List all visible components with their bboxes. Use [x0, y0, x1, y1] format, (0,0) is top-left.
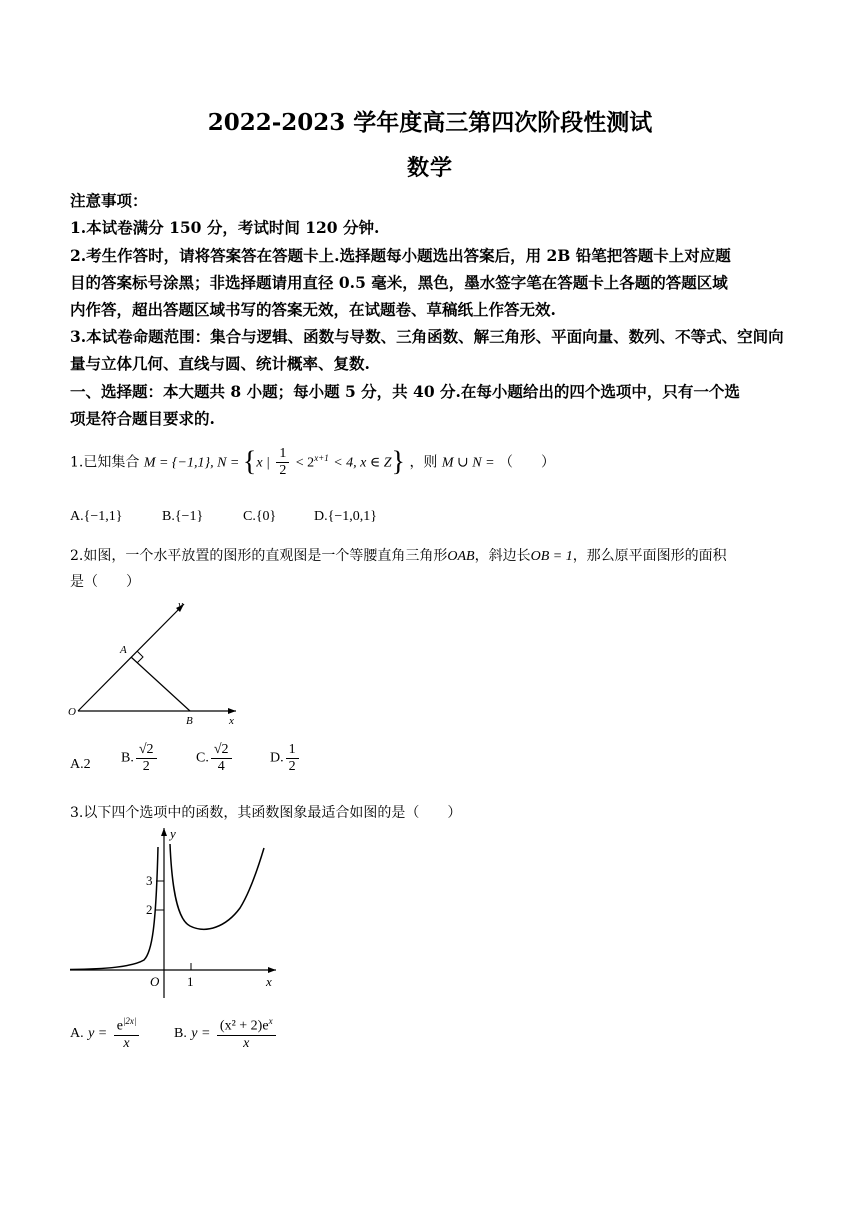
q2-option-b-prefix: B. — [121, 750, 134, 766]
q3-option-b-prefix: B. — [174, 1025, 187, 1041]
q2-label-y: y — [178, 599, 183, 611]
q3-option-b-fraction — [217, 1016, 276, 1052]
subject-title: 数学 — [406, 155, 453, 181]
q1-option-a: A.{−1,1} — [70, 509, 123, 524]
q2-option-b — [121, 742, 159, 775]
section-1-line-2: 项是符合题目要求的. — [70, 409, 215, 428]
q2-label-b: B — [186, 715, 193, 726]
q3-option-a-prefix: A. — [70, 1025, 84, 1041]
q1-cond-right: < 4, x ∈ Z — [333, 455, 392, 471]
q3-option-a-exp: |2x| — [122, 1016, 137, 1026]
q2-figure — [66, 596, 246, 726]
q2-option-d-den: 2 — [288, 759, 296, 775]
q1-exponent: x+1 — [314, 452, 329, 463]
q3-option-a-lhs: y = — [88, 1025, 108, 1041]
q2-option-c — [196, 742, 234, 775]
q2-option-a: A.2 — [70, 757, 91, 772]
q3-label-o: O — [150, 974, 160, 989]
q3-option-a-base: e — [116, 1018, 123, 1034]
q1-option-c: C.{0} — [243, 509, 277, 524]
notice-heading: 注意事项： — [70, 191, 148, 210]
notice-item-3-line-1: 3.本试卷命题范围：集合与逻辑、函数与导数、三角函数、解三角形、平面向量、数列、不等式、空间向 — [70, 327, 784, 346]
q1-half-den: 2 — [279, 463, 287, 479]
question-3: 3.以下四个选项中的函数，其函数图象最适合如图的是（ ） — [70, 805, 462, 821]
q2-text-e: ，那么原平面图形的面积 — [572, 548, 727, 564]
q1-answer-paren: （ ） — [499, 454, 556, 471]
q2-segment-ab — [131, 657, 190, 711]
q2-right-angle-mark — [137, 651, 143, 663]
q2-hypotenuse: OB = 1 — [530, 549, 573, 564]
q1-option-d: D.{−1,0,1} — [314, 509, 377, 524]
q1-half-num: 1 — [276, 446, 289, 463]
q2-label-a: A — [120, 644, 127, 656]
notice-item-3-line-2: 量与立体几何、直线与圆、统计概率、复数. — [70, 354, 370, 373]
q2-option-c-num: √2 — [211, 742, 232, 759]
notice-item-2-line-2: 目的答案标号涂黑；非选择题请用直径 0.5 毫米，黑色，墨水签字笔在答题卡上各题的答题区域 — [70, 273, 728, 292]
q1-option-b: B.{−1} — [162, 509, 204, 524]
q2-label-o: O — [68, 706, 76, 718]
q3-curve-right — [170, 844, 264, 929]
q3-label-2: 2 — [146, 902, 153, 917]
q1-brace-right: } — [391, 446, 405, 478]
q3-option-b-exp: x — [268, 1016, 273, 1026]
q1-cond-mid: < 2 — [295, 455, 315, 471]
q2-option-b-fraction — [136, 742, 157, 775]
q2-x-arrow — [228, 708, 236, 714]
q3-option-b-base: (x² + 2)e — [219, 1018, 269, 1034]
q2-text-c: ，斜边长 — [474, 548, 531, 564]
q1-union: M ∪ N = — [441, 455, 495, 471]
q1-cond-left: x | — [256, 455, 270, 471]
q3-option-b-lhs: y = — [191, 1025, 211, 1041]
question-2-line-2: 是（ ） — [70, 574, 140, 590]
q2-triangle-name: OAB — [447, 549, 475, 564]
q3-label-x: x — [266, 974, 272, 989]
q2-option-b-den: 2 — [142, 759, 150, 775]
q2-option-d — [270, 742, 301, 775]
q3-x-arrow — [268, 967, 276, 973]
q3-option-a — [70, 1016, 141, 1052]
section-1-line-1: 一、选择题：本大题共 8 小题；每小题 5 分，共 40 分.在每小题给出的四个选项中，只有一个选 — [70, 382, 740, 401]
q3-label-3: 3 — [146, 873, 153, 888]
q1-brace-left: { — [242, 446, 257, 478]
q2-option-d-prefix: D. — [270, 750, 284, 766]
notice-item-2-line-1: 2.考生作答时，请将答案答在答题卡上.选择题每小题选出答案后，用 2B 铅笔把答题卡上对应题 — [70, 246, 731, 265]
exam-title: 2022-2023 学年度高三第四次阶段性测试 — [207, 109, 653, 136]
q3-option-a-den: x — [123, 1035, 130, 1051]
q3-y-arrow — [161, 828, 167, 836]
q1-set-m: M = {−1,1}, N = — [143, 455, 243, 471]
q2-option-c-fraction — [211, 742, 232, 775]
q3-graph — [66, 822, 280, 1000]
q3-option-a-num — [114, 1016, 140, 1036]
question-1 — [70, 446, 555, 479]
q3-label-y: y — [170, 826, 176, 841]
q2-label-x: x — [229, 715, 234, 726]
q2-option-d-num: 1 — [286, 742, 299, 759]
q1-prefix: 1.已知集合 — [70, 454, 140, 471]
q2-option-c-den: 4 — [217, 759, 225, 775]
notice-item-1: 1.本试卷满分 150 分，考试时间 120 分钟. — [70, 218, 380, 237]
q3-label-1: 1 — [187, 974, 194, 989]
q2-option-c-prefix: C. — [196, 750, 209, 766]
q2-text-a: 2.如图，一个水平放置的图形的直观图是一个等腰直角三角形 — [70, 548, 448, 564]
q3-option-b-den: x — [243, 1035, 250, 1051]
q3-curve-left — [70, 847, 158, 970]
notice-item-2-line-3: 内作答，超出答题区域书写的答案无效，在试题卷、草稿纸上作答无效. — [70, 300, 556, 319]
q2-option-d-fraction — [286, 742, 299, 775]
q3-option-b-num — [217, 1016, 276, 1036]
q1-fraction-half — [276, 446, 289, 479]
q3-option-b — [174, 1016, 278, 1052]
q1-then: ，则 — [409, 454, 438, 471]
q3-option-a-fraction — [114, 1016, 140, 1052]
question-2-line-1 — [70, 545, 727, 565]
q2-option-b-num: √2 — [136, 742, 157, 759]
